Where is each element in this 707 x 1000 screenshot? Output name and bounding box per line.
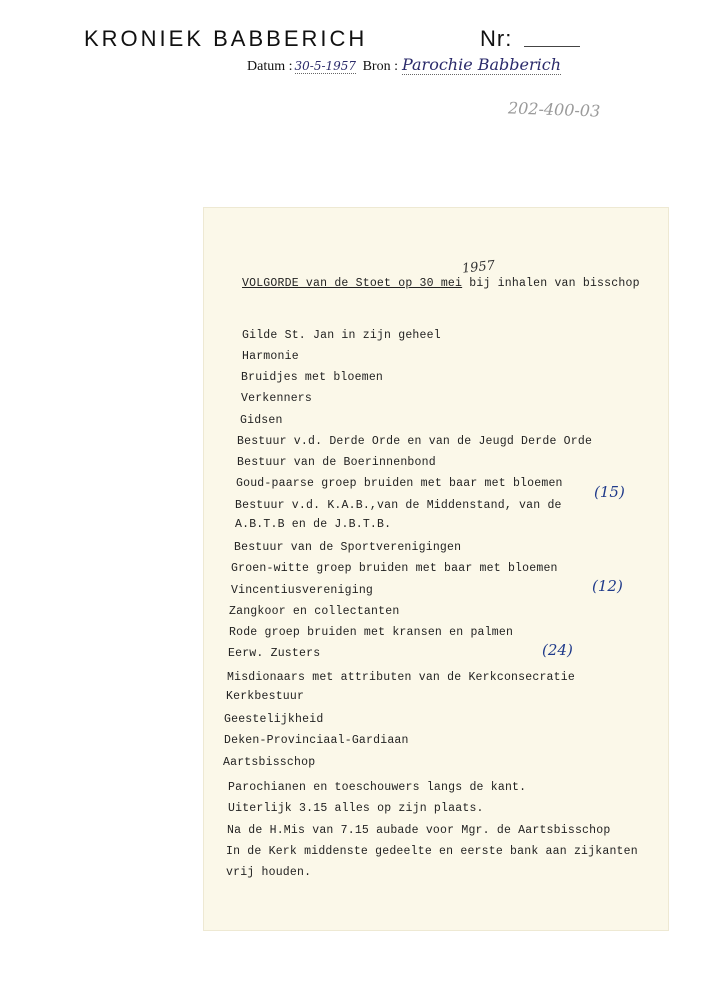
reference-number: 202-400-03 <box>507 98 601 121</box>
list-item: Na de H.Mis van 7.15 aubade voor Mgr. de Aartsbisschop <box>227 824 611 837</box>
list-item: Zangkoor en collectanten <box>229 605 400 618</box>
document-title <box>242 277 640 290</box>
datum-bron-row <box>247 55 561 75</box>
list-item: Bestuur van de Sportverenigingen <box>234 541 462 554</box>
list-item: Parochianen en toeschouwers langs de kant. <box>228 781 527 794</box>
list-item: In de Kerk middenste gedeelte en eerste bank aan zijkanten <box>226 845 638 858</box>
list-item: Verkenners <box>241 392 313 405</box>
list-item: Gilde St. Jan in zijn geheel <box>242 329 441 342</box>
list-item: Bestuur v.d. Derde Orde en van de Jeugd Derde Orde <box>237 435 593 448</box>
list-item: Uiterlijk 3.15 alles op zijn plaats. <box>228 802 484 815</box>
header-title: KRONIEK BABBERICH <box>84 26 368 51</box>
datum-value: 30-5-1957 <box>294 59 357 73</box>
list-item: Kerkbestuur <box>226 690 305 703</box>
year-annotation: 1957 <box>461 258 496 277</box>
list-item: Misdionaars met attributen van de Kerkconsecratie <box>227 671 575 684</box>
bron-label: Bron : <box>362 59 398 74</box>
list-item: Gidsen <box>240 414 283 427</box>
list-item: A.B.T.B en de J.B.T.B. <box>235 518 392 531</box>
list-item: Vincentiusvereniging <box>231 584 374 597</box>
list-item: Aartsbisschop <box>223 756 316 769</box>
nr-label: Nr: <box>480 26 513 51</box>
datum-label: Datum : <box>247 59 293 74</box>
list-item: vrij houden. <box>226 866 312 879</box>
typed-document <box>204 208 668 930</box>
handwritten-count-note: (15) <box>594 483 625 501</box>
list-item: Eerw. Zusters <box>228 647 321 660</box>
nr-blank-line <box>524 46 580 47</box>
handwritten-count-note: (24) <box>542 641 573 659</box>
list-item: Bruidjes met bloemen <box>241 371 384 384</box>
document-title-rest: bij inhalen van bisschop <box>462 277 640 290</box>
list-item: Geestelijkheid <box>224 713 324 726</box>
list-item: Bestuur v.d. K.A.B.,van de Middenstand, van de <box>235 499 562 512</box>
list-item: Rode groep bruiden met kransen en palmen <box>229 626 514 639</box>
list-item: Goud-paarse groep bruiden met baar met bloemen <box>236 477 563 490</box>
handwritten-count-note: (12) <box>592 577 623 595</box>
list-item: Deken-Provinciaal-Gardiaan <box>224 734 409 747</box>
bron-value: Parochie Babberich <box>401 55 562 74</box>
list-item: Harmonie <box>242 350 299 363</box>
list-item: Groen-witte groep bruiden met baar met bloemen <box>231 562 558 575</box>
list-item: Bestuur van de Boerinnenbond <box>237 456 436 469</box>
document-title-underlined: VOLGORDE van de Stoet op 30 mei <box>242 277 463 290</box>
